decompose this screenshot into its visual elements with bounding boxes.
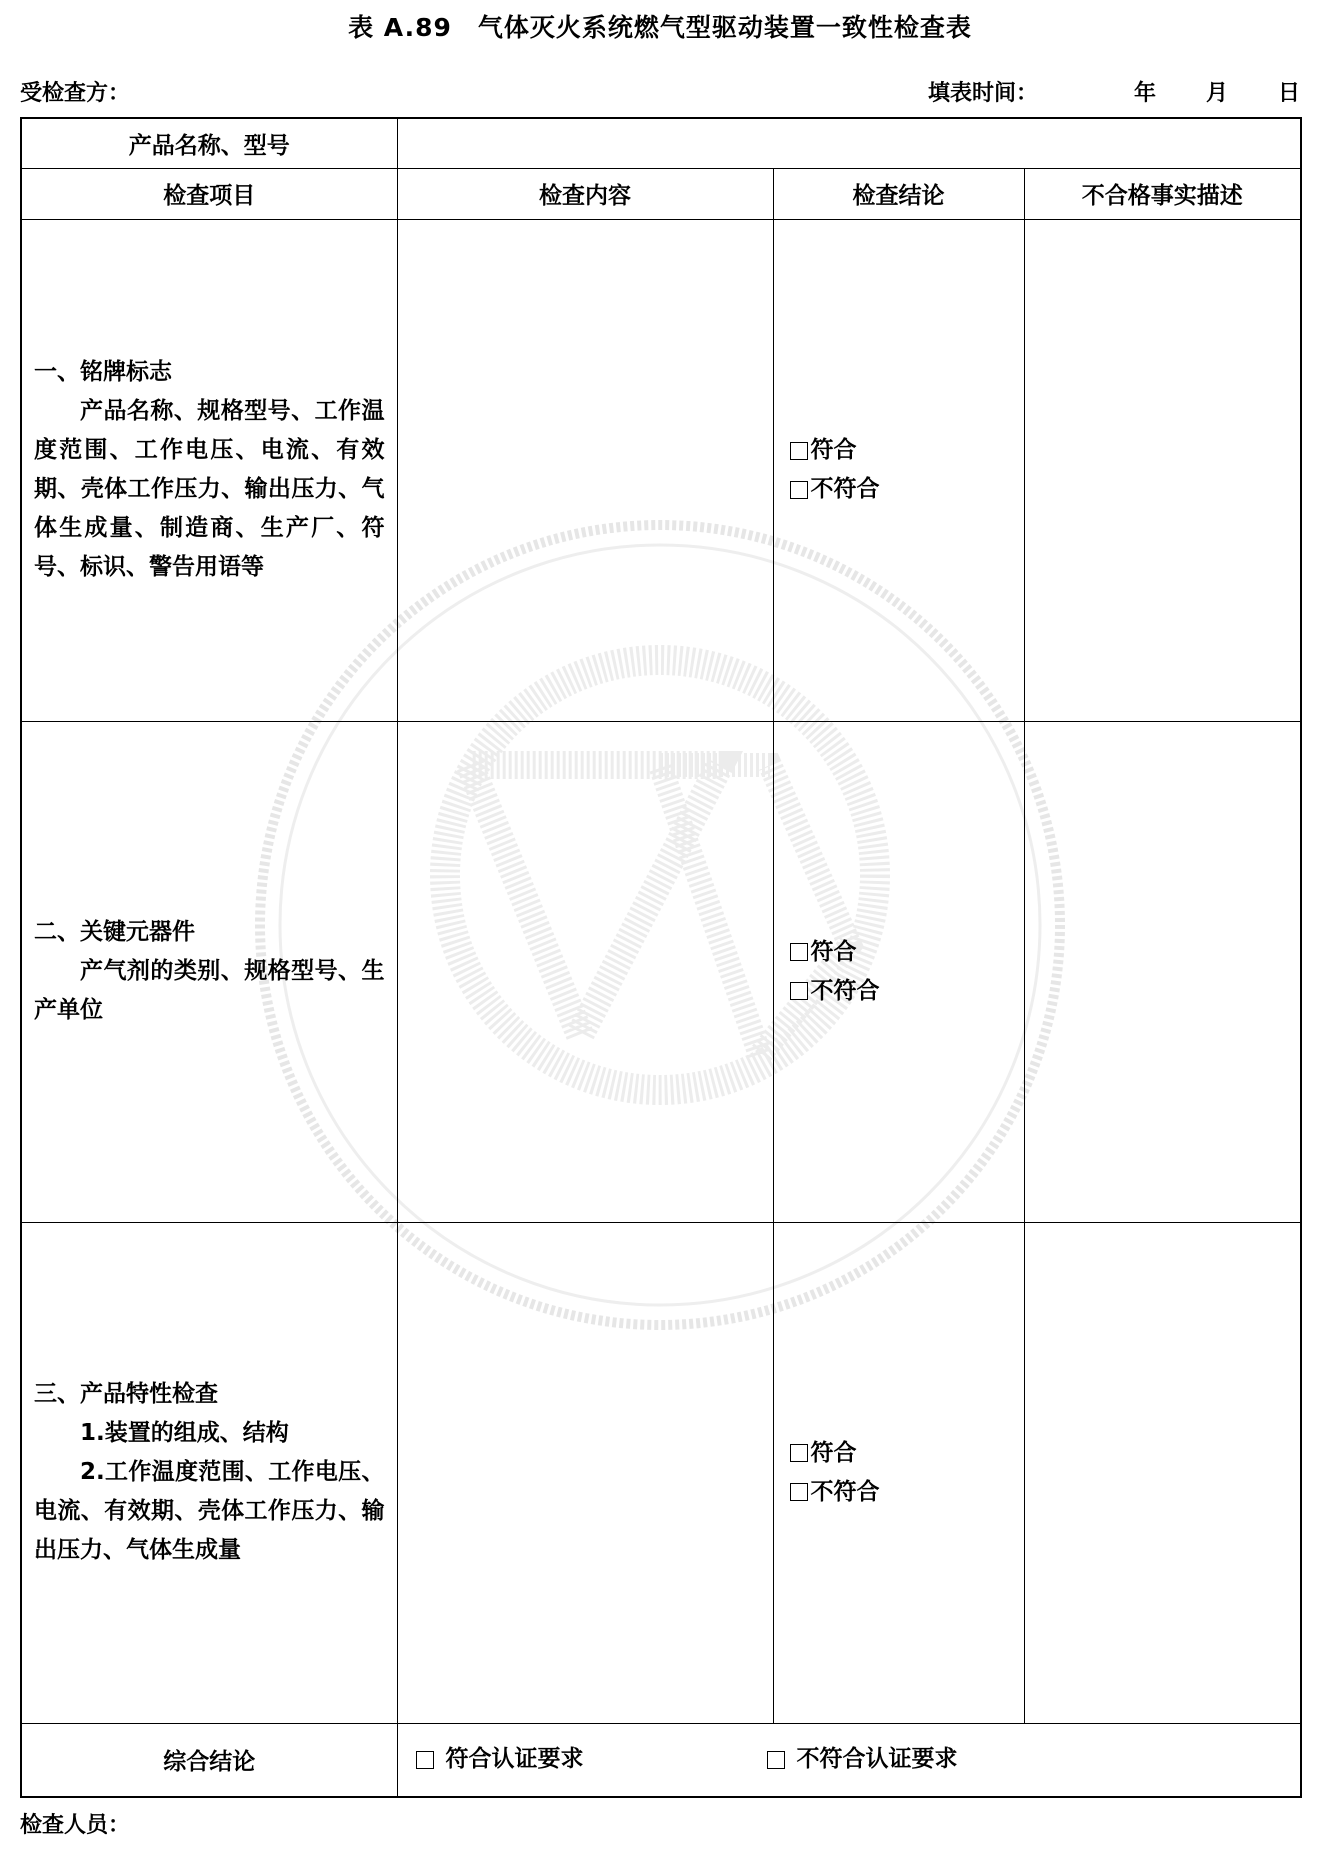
option-label: 不符合 xyxy=(810,977,880,1004)
checkbox[interactable] xyxy=(790,1483,808,1501)
product-name-label: 产品名称、型号 xyxy=(21,118,397,168)
inspection-item-cell xyxy=(21,219,397,721)
inspection-content-field[interactable] xyxy=(397,1222,773,1723)
summary-options-cell xyxy=(397,1723,1301,1797)
option-conform[interactable] xyxy=(790,933,1024,972)
conclusion-cell xyxy=(773,219,1024,721)
conclusion-cell xyxy=(773,1222,1024,1723)
option-label: 符合 xyxy=(810,938,857,965)
option-conform[interactable] xyxy=(790,1434,1024,1473)
day-label: 日 xyxy=(1277,81,1300,106)
inspected-party-label: 受检查方： xyxy=(20,81,131,106)
option-nonconform[interactable] xyxy=(790,1473,1024,1512)
checkbox[interactable] xyxy=(790,442,808,460)
nonconformity-field[interactable] xyxy=(1024,1222,1301,1723)
inspection-item-cell xyxy=(21,1222,397,1723)
inspection-table xyxy=(20,117,1302,1798)
column-header-item: 检查项目 xyxy=(21,168,397,219)
item-detail: 产气剂的类别、规格型号、生产单位 xyxy=(34,958,385,1023)
item-detail: 1.装置的组成、结构 xyxy=(80,1420,289,1446)
product-name-row xyxy=(21,118,1301,168)
option-label: 不符合 xyxy=(810,476,880,502)
fill-time xyxy=(928,76,1300,107)
option-label: 符合认证要求 xyxy=(445,1746,584,1773)
checkbox[interactable] xyxy=(767,1751,785,1769)
option-label: 不符合 xyxy=(810,1478,880,1505)
column-header-content: 检查内容 xyxy=(397,168,773,219)
checkbox[interactable] xyxy=(790,982,808,1000)
summary-option-nonconform[interactable] xyxy=(767,1740,958,1779)
item-title: 一、铭牌标志 xyxy=(34,359,172,385)
option-nonconform[interactable] xyxy=(790,972,1024,1011)
checkbox[interactable] xyxy=(790,481,808,499)
option-conform[interactable] xyxy=(790,431,1024,470)
conclusion-cell xyxy=(773,721,1024,1222)
column-header-row xyxy=(21,168,1301,219)
option-label: 不符合认证要求 xyxy=(796,1746,958,1773)
inspector-label: 检查人员： xyxy=(20,1813,131,1838)
table-row xyxy=(21,1222,1301,1723)
product-name-field[interactable] xyxy=(397,118,1301,168)
inspection-content-field[interactable] xyxy=(397,721,773,1222)
option-label: 符合 xyxy=(810,1439,857,1466)
fill-time-label: 填表时间： xyxy=(927,81,1038,106)
checkbox[interactable] xyxy=(416,1751,434,1769)
item-detail: 2.工作温度范围、工作电压、电流、有效期、壳体工作压力、输出压力、气体生成量 xyxy=(34,1459,385,1563)
column-header-conclusion: 检查结论 xyxy=(773,168,1024,219)
option-nonconform[interactable] xyxy=(790,470,1024,509)
table-row xyxy=(21,721,1301,1222)
item-detail: 产品名称、规格型号、工作温度范围、工作电压、电流、有效期、壳体工作压力、输出压力、气体生成量、制造商、生产厂、符号、标识、警告用语等 xyxy=(34,398,385,580)
nonconformity-field[interactable] xyxy=(1024,721,1301,1222)
summary-label: 综合结论 xyxy=(21,1723,397,1797)
month-label: 月 xyxy=(1205,81,1228,106)
item-title: 二、关键元器件 xyxy=(34,919,195,945)
inspection-content-field[interactable] xyxy=(397,219,773,721)
form-title: 表 A.89 气体灭火系统燃气型驱动装置一致性检查表 xyxy=(348,13,972,42)
summary-option-conform[interactable] xyxy=(416,1740,584,1779)
checkbox[interactable] xyxy=(790,943,808,961)
table-row xyxy=(21,219,1301,721)
option-label: 符合 xyxy=(810,437,857,463)
column-header-nonconformity: 不合格事实描述 xyxy=(1024,168,1301,219)
checkbox[interactable] xyxy=(790,1444,808,1462)
year-label: 年 xyxy=(1133,81,1156,106)
inspection-item-cell xyxy=(21,721,397,1222)
item-title: 三、产品特性检查 xyxy=(34,1381,218,1407)
nonconformity-field[interactable] xyxy=(1024,219,1301,721)
summary-row xyxy=(21,1723,1301,1797)
